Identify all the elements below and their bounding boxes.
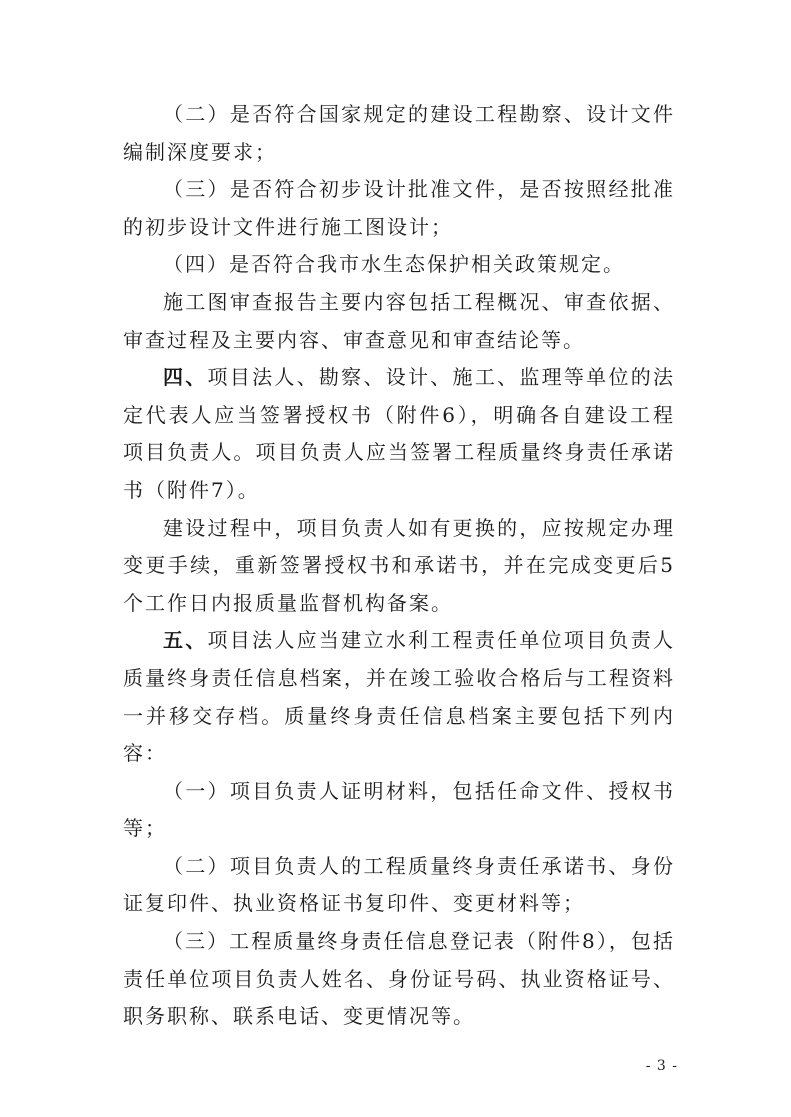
paragraph-review-item-3 xyxy=(123,171,675,246)
body-text xyxy=(123,96,675,1036)
paragraph-archive-item-1 xyxy=(123,773,675,848)
page-number: - 3 - xyxy=(645,1058,678,1074)
paragraph-replacement xyxy=(123,510,675,623)
paragraph-archive-item-3 xyxy=(123,923,675,1036)
paragraph-review-item-4 xyxy=(123,246,675,284)
paragraph-text: （二）是否符合国家规定的建设工程勘察、设计文件编制深度要求； xyxy=(123,102,675,164)
paragraph-text: 建设过程中，项目负责人如有更换的，应按规定办理变更手续，重新签署授权书和承诺书，并在完成变更后5个工作日内报质量监督机构备案。 xyxy=(123,515,675,615)
paragraph-section-5 xyxy=(123,622,675,772)
paragraph-text: （四）是否符合我市水生态保护相关政策规定。 xyxy=(163,252,625,277)
paragraph-text: 项目法人、勘察、设计、施工、监理等单位的法定代表人应当签署授权书（附件6），明确各自建设工程项目负责人。项目负责人应当签署工程质量终身责任承诺书（附件7）。 xyxy=(123,365,676,502)
paragraph-archive-item-2 xyxy=(123,848,675,923)
paragraph-text: （二）项目负责人的工程质量终身责任承诺书、身份证复印件、执业资格证书复印件、变更材料等； xyxy=(123,853,675,916)
section-heading-4: 四、 xyxy=(163,365,208,390)
paragraph-review-item-2 xyxy=(123,96,675,171)
paragraph-text: （三）工程质量终身责任信息登记表（附件8），包括责任单位项目负责人姓名、身份证号码、执业资格证号、职务职称、联系电话、变更情况等。 xyxy=(123,929,675,1029)
paragraph-text: 施工图审查报告主要内容包括工程概况、审查依据、审查过程及主要内容、审查意见和审查结论等。 xyxy=(123,289,675,352)
paragraph-section-4 xyxy=(123,359,675,509)
section-heading-5: 五、 xyxy=(163,628,208,653)
paragraph-review-report xyxy=(123,284,675,359)
paragraph-text: （一）项目负责人证明材料，包括任命文件、授权书等； xyxy=(123,778,675,841)
paragraph-text: 项目法人应当建立水利工程责任单位项目负责人质量终身责任信息档案，并在竣工验收合格后与工程资料一并移交存档。质量终身责任信息档案主要包括下列内容： xyxy=(123,628,676,766)
paragraph-text: （三）是否符合初步设计批准文件，是否按照经批准的初步设计文件进行施工图设计； xyxy=(123,177,675,239)
